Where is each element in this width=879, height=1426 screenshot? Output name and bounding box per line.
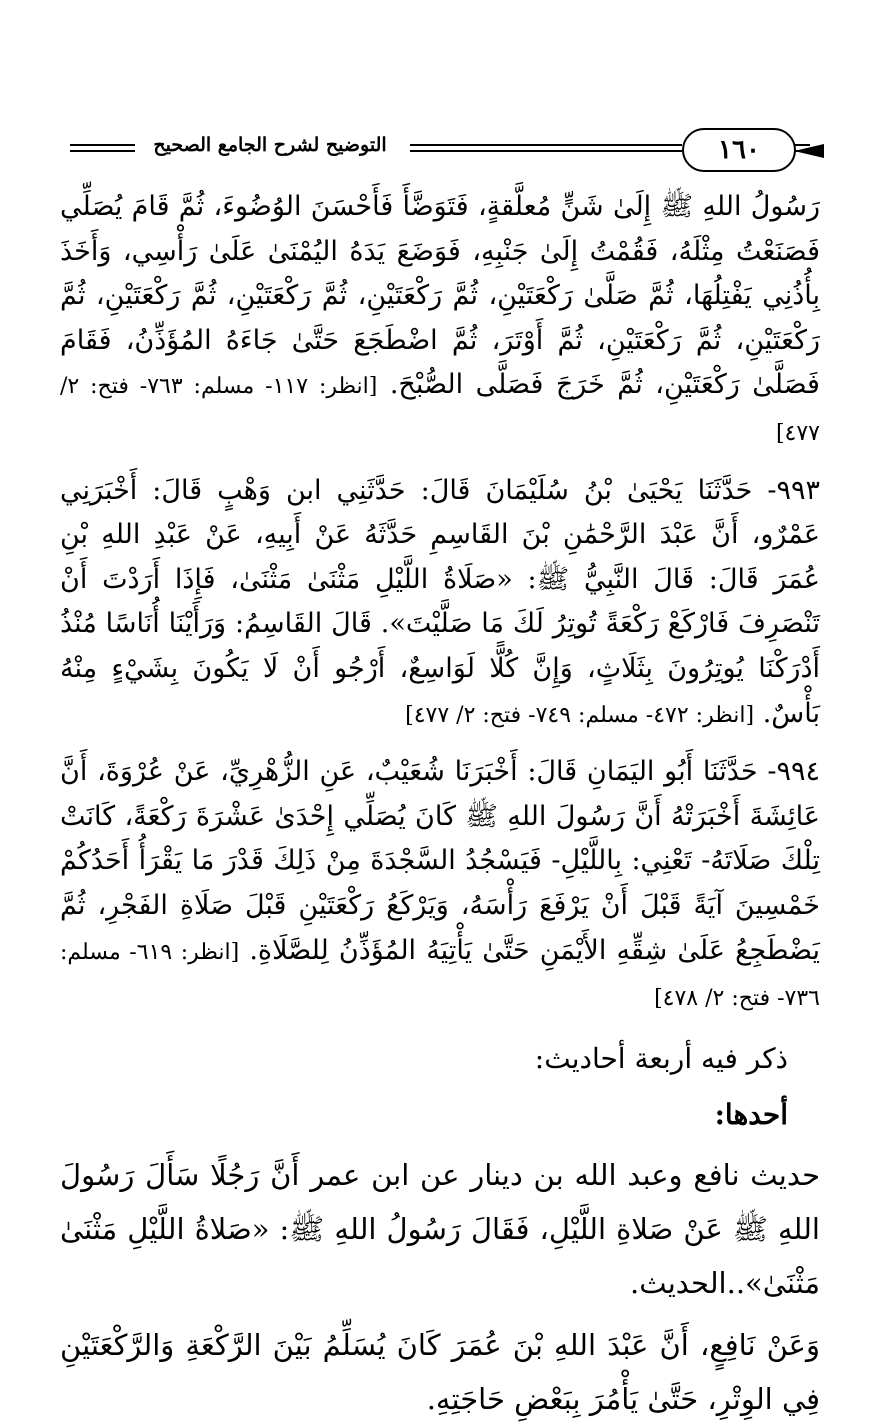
first-body: حديث نافع وعبد الله بن دينار عن ابن عمر أَنَّ رَجُلًا سَأَلَ رَسُولَ اللهِ ﷺ عَنْ صَلاةِ اللَّيْلِ، فَقَالَ رَسُولُ اللهِ ﷺ: «صَلاةُ اللَّيْلِ مَثْنَىٰ مَثْنَىٰ»..الحديث. xyxy=(60,1157,820,1300)
hadith-993 xyxy=(60,469,820,739)
header-rule-middle xyxy=(410,144,682,146)
commentary-intro: ذكر فيه أربعة أحاديث: xyxy=(534,1041,788,1075)
first-heading: أحدها: xyxy=(714,1097,788,1131)
hadith-994-text: ٩٩٤- حَدَّثَنَا أَبُو اليَمَانِ قَالَ: أَخْبَرَنَا شُعَيْبٌ، عَنِ الزُّهْرِيِّ، عَنْ عُرْوَةَ، أَنَّ عَائِشَةَ أَخْبَرَتْهُ أَنَّ رَسُولَ اللهِ ﷺ كَانَ يُصَلِّي إِحْدَىٰ عَشْرَةَ رَكْعَةً، كَانَتْ تِلْكَ صَلَاتَهُ- تَعْنِي: بِاللَّيْلِ- فَيَسْجُدُ السَّجْدَةَ مِنْ ذَلِكَ قَدْرَ مَا يَقْرَأُ أَحَدُكُمْ خَمْسِينَ آيَةً قَبْلَ أَنْ يَرْفَعَ رَأْسَهُ، وَيَرْكَعُ رَكْعَتَيْنِ قَبْلَ صَلَاةِ الفَجْرِ، ثُمَّ يَضْطَجِعُ عَلَىٰ شِقِّهِ الأَيْمَنِ حَتَّىٰ يَأْتِيَهُ المُؤَذِّنُ لِلصَّلَاةِ. xyxy=(60,756,820,966)
running-title: التوضيح لشرح الجامع الصحيح xyxy=(135,134,405,156)
hadith-994-ref: [انظر: ٦١٩- مسلم: ٧٣٦- فتح: ٢/ ٤٧٨] xyxy=(60,939,820,1012)
hadith-993-ref: [انظر: ٤٧٢- مسلم: ٧٤٩- فتح: ٢/ ٤٧٧] xyxy=(405,702,755,728)
hadith-continuation-ref: [انظر: ١١٧- مسلم: ٧٦٣- فتح: ٢/ ٤٧٧] xyxy=(60,374,820,446)
hadith-993-text: ٩٩٣- حَدَّثَنَا يَحْيَىٰ بْنُ سُلَيْمَانَ قَالَ: حَدَّثَنِي ابن وَهْبٍ قَالَ: أَخْبَرَنِي عَمْرٌو، أَنَّ عَبْدَ الرَّحْمَٰنِ بْنَ القَاسِمِ حَدَّثَهُ عَنْ أَبِيهِ، عَنْ عَبْدِ اللهِ بْنِ عُمَرَ قَالَ: قَالَ النَّبِيُّ ﷺ: «صَلَاةُ اللَّيْلِ مَثْنَىٰ مَثْنَىٰ، فَإِذَا أَرَدْتَ أَنْ تَنْصَرِفَ فَارْكَعْ رَكْعَةً تُوتِرُ لَكَ مَا صَلَّيْتَ». قَالَ القَاسِمُ: وَرَأَيْنَا أُنَاسًا مُنْذُ أَدْرَكْنَا يُوتِرُونَ بِثَلَاثٍ، وَإِنَّ كُلًّا لَوَاسِعٌ، أَرْجُو أَنْ لَا يَكُونَ بِشَيْءٍ مِنْهُ بَأْسٌ. xyxy=(60,474,820,729)
hadith-continuation-text: رَسُولُ اللهِ ﷺ إِلَىٰ شَنٍّ مُعلَّقةٍ، فَتَوَضَّأَ فَأَحْسَنَ الوُضُوءَ، ثُمَّ قَامَ يُصَلِّي فَصَنَعْتُ مِثْلَهُ، فَقُمْتُ إِلَىٰ جَنْبِهِ، فَوَضَعَ يَدَهُ اليُمْنَىٰ عَلَىٰ رَأْسِي، وَأَخَذَ بِأُذُنِي يَفْتِلُهَا، ثُمَّ صَلَّىٰ رَكْعَتَيْنِ، ثُمَّ رَكْعَتَيْنِ، ثُمَّ رَكْعَتَيْنِ، ثُمَّ رَكْعَتَيْنِ، ثُمَّ رَكْعَتَيْنِ، ثُمَّ رَكْعَتَيْنِ، ثُمَّ أَوْتَرَ، ثُمَّ اضْطَجَعَ حَتَّىٰ جَاءَهُ المُؤَذِّنُ، فَقَامَ فَصَلَّىٰ رَكْعَتَيْنِ، ثُمَّ خَرَجَ فَصَلَّى الصُّبْحَ. xyxy=(60,191,820,401)
header-rule-middle-2 xyxy=(410,150,682,152)
hadith-994 xyxy=(60,750,820,1022)
page-body xyxy=(60,185,820,1426)
page-header xyxy=(70,128,810,172)
page-number: ١٦٠ xyxy=(682,128,796,172)
hadith-continuation xyxy=(60,185,820,457)
second-body: وَعَنْ نَافِعٍ، أَنَّ عَبْدَ اللهِ بْنَ عُمَرَ كَانَ يُسَلِّمُ بَيْنَ الرَّكْعَةِ وَالرَّكْعَتَيْنِ فِي الوِتْرِ، حَتَّىٰ يَأْمُرَ بِبَعْضِ حَاجَتِهِ. xyxy=(60,1327,820,1416)
